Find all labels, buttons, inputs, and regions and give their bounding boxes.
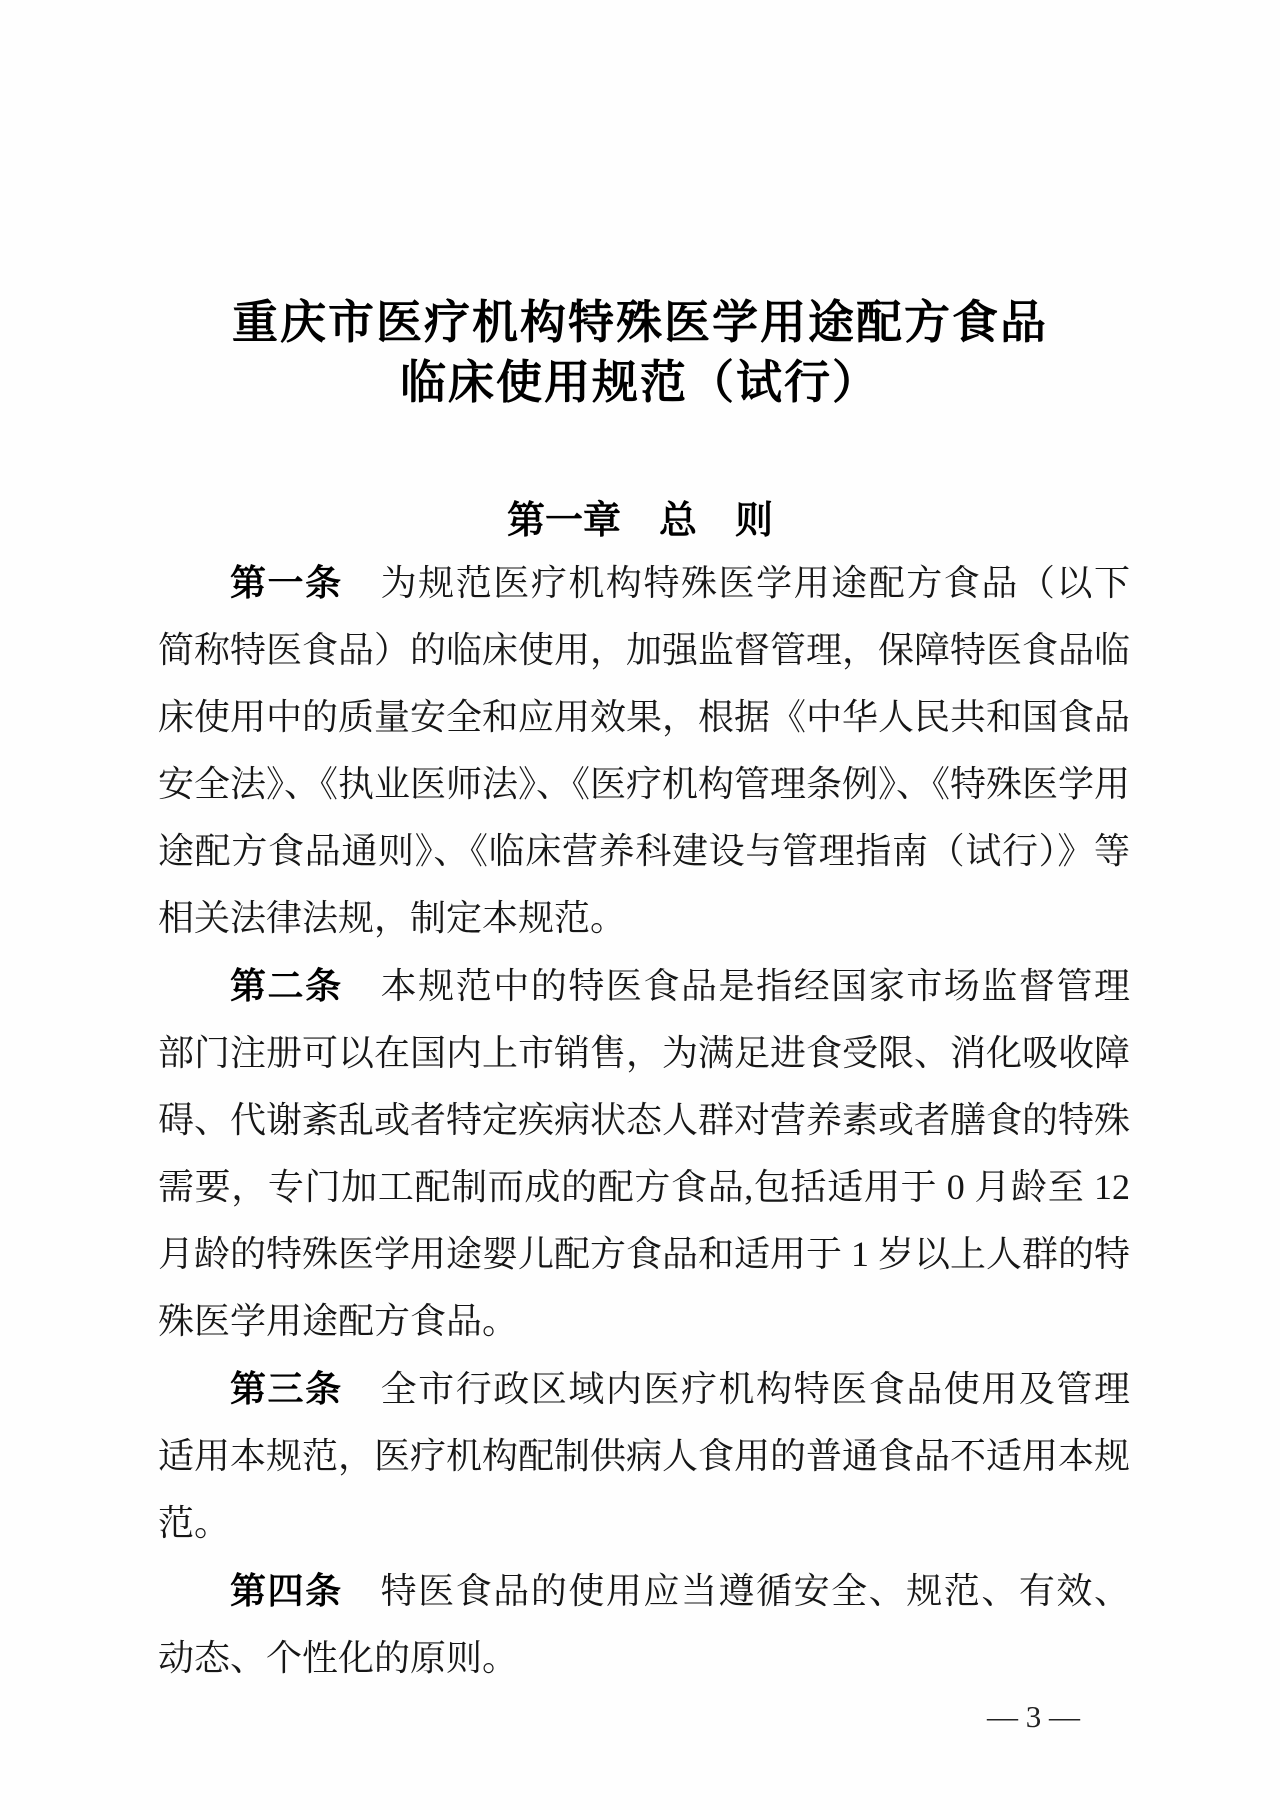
- title-line-2: 临床使用规范（试行）: [400, 357, 880, 408]
- article-text-4: 特医食品的使用应当遵循安全、规范、有效、动态、个性化的原则。: [158, 1571, 1130, 1678]
- article-text-3: 全市行政区域内医疗机构特医食品使用及管理适用本规范，医疗机构配制供病人食用的普通食品不适用本规范。: [158, 1369, 1131, 1543]
- article-label-1: 第一条: [230, 562, 343, 603]
- article-text-2: 本规范中的特医食品是指经国家市场监督管理部门注册可以在国内上市销售，为满足进食受限、消化吸收障碍、代谢紊乱或者特定疾病状态人群对营养素或者膳食的特殊需要，专门加工配制而成的配方食品,包括适用于 0 月龄至 12 月龄的特殊医学用途婴儿配方食品和适用于 1 岁以上人群的特殊医学用途配方食品。: [158, 966, 1131, 1341]
- article-text-1: 为规范医疗机构特殊医学用途配方食品（以下简称特医食品）的临床使用，加强监督管理，保障特医食品临床使用中的质量安全和应用效果，根据《中华人民共和国食品安全法》、《执业医师法》、《医疗机构管理条例》、《特殊医学用途配方食品通则》、《临床营养科建设与管理指南（试行）》等相关法律法规，制定本规范。: [158, 563, 1131, 938]
- article-label-3: 第三条: [230, 1368, 343, 1409]
- article-paragraph-2: [158, 952, 1130, 1355]
- title-line-1: 重庆市医疗机构特殊医学用途配方食品: [232, 297, 1048, 348]
- page-number: — 3 —: [987, 1699, 1080, 1734]
- article-paragraph-1: [158, 549, 1130, 952]
- document-body: [0, 549, 1280, 1692]
- article-paragraph-3: [158, 1355, 1130, 1557]
- chapter-heading: 第一章 总 则: [506, 500, 773, 542]
- article-paragraph-4: [158, 1557, 1130, 1692]
- document-title: [0, 0, 1280, 413]
- article-label-4: 第四条: [230, 1570, 343, 1611]
- article-label-2: 第二条: [230, 965, 343, 1006]
